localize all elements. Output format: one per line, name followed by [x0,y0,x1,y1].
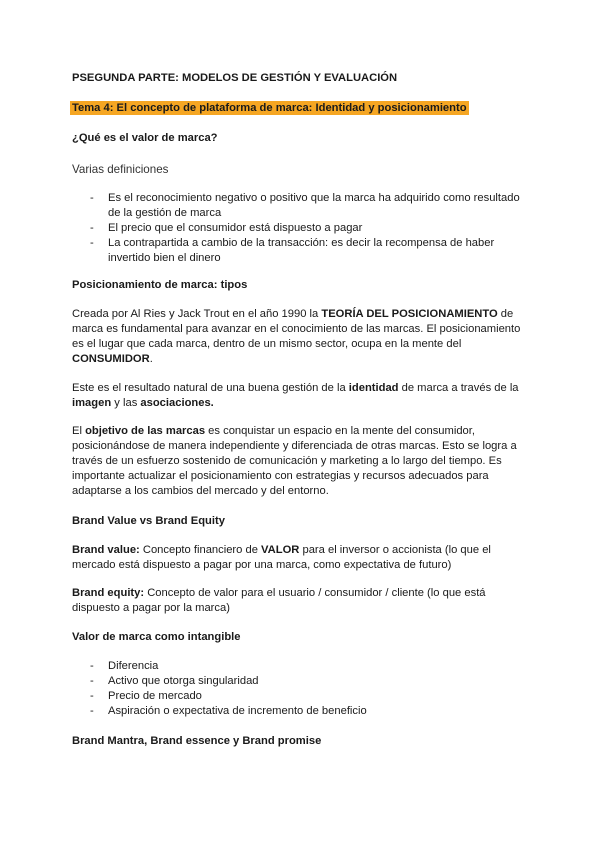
bold-text: identidad [348,382,399,394]
bold-text: Brand equity: [72,587,145,599]
list-item: - Precio de mercado [72,689,528,704]
topic-title-line [72,101,528,116]
text: Concepto financiero de [139,544,262,556]
text: es conquistar un espacio en la mente del consumidor, posicionándose de manera independiente y diferenciada de otras marcas. Esto se logra a través de un esfuerzo sostenido de comunicación y marketing a lo largo del tiempo. Es importante actualizar el posicionamiento con estrategias y recursos adecuados para adaptarse a los cambios del mercado y del entorno. [72,425,517,497]
part-title: PSEGUNDA PARTE: MODELOS DE GESTIÓN Y EVALUACIÓN [72,72,398,84]
text: para el inversor o accionista (lo que el mercado está dispuesto a pagar por una marca, como expectativa de futuro) [72,544,491,571]
text: de marca es fundamental para avanzar en el conocimiento de las marcas. El posicionamiento es el lugar que cada marca, dentro de un mismo sector, ocupa en la mente del [72,308,521,350]
bold-text: imagen [72,397,112,409]
bold-text: CONSUMIDOR [72,353,150,365]
text: Este es el resultado natural de una buena gestión de la [72,382,349,394]
bold-text: objetivo de las marcas [85,425,206,437]
list-item: - Es el reconocimiento negativo o positivo que la marca ha adquirido como resultado de la gestión de marca [72,191,528,221]
paragraph-brand-equity [72,586,528,616]
topic-title-highlight: Tema 4: El concepto de plataforma de marca: Identidad y posicionamiento [72,102,467,114]
text: y las [111,397,141,409]
list-item: - Aspiración o expectativa de incremento de beneficio [72,704,528,719]
list-item: - El precio que el consumidor está dispuesto a pagar [72,221,528,236]
text: . [149,353,153,365]
text: de marca a través de la [398,382,519,394]
heading-intangible: Valor de marca como intangible [72,631,241,643]
heading-posicionamiento: Posicionamiento de marca: tipos [72,279,248,291]
text: Creada por Al Ries y Jack Trout en el año 1990 la [72,308,322,320]
bold-text: VALOR [261,544,300,556]
paragraph-identidad [72,381,528,411]
paragraph-teoria [72,307,528,367]
list-item: - La contrapartida a cambio de la transacción: es decir la recompensa de haber invertido bien el dinero [72,236,528,266]
paragraph-objetivo [72,424,528,499]
text: Concepto de valor para el usuario / consumidor / cliente (lo que está dispuesto a pagar por la marca) [72,587,486,614]
bold-text: asociaciones. [140,397,214,409]
intangibles-list [72,659,528,719]
heading-valor-marca: ¿Qué es el valor de marca? [72,132,218,144]
text: El [72,425,86,437]
list-item: - Diferencia [72,659,528,674]
bold-text: Brand value: [72,544,140,556]
heading-brand-value-vs-equity: Brand Value vs Brand Equity [72,515,225,527]
heading-brand-mantra: Brand Mantra, Brand essence y Brand promise [72,735,322,747]
intro-definitions: Varias definiciones [72,163,169,176]
paragraph-brand-value [72,543,528,573]
bold-text: TEORÍA DEL POSICIONAMIENTO [321,308,498,320]
list-item: - Activo que otorga singularidad [72,674,528,689]
definitions-list [72,191,528,266]
